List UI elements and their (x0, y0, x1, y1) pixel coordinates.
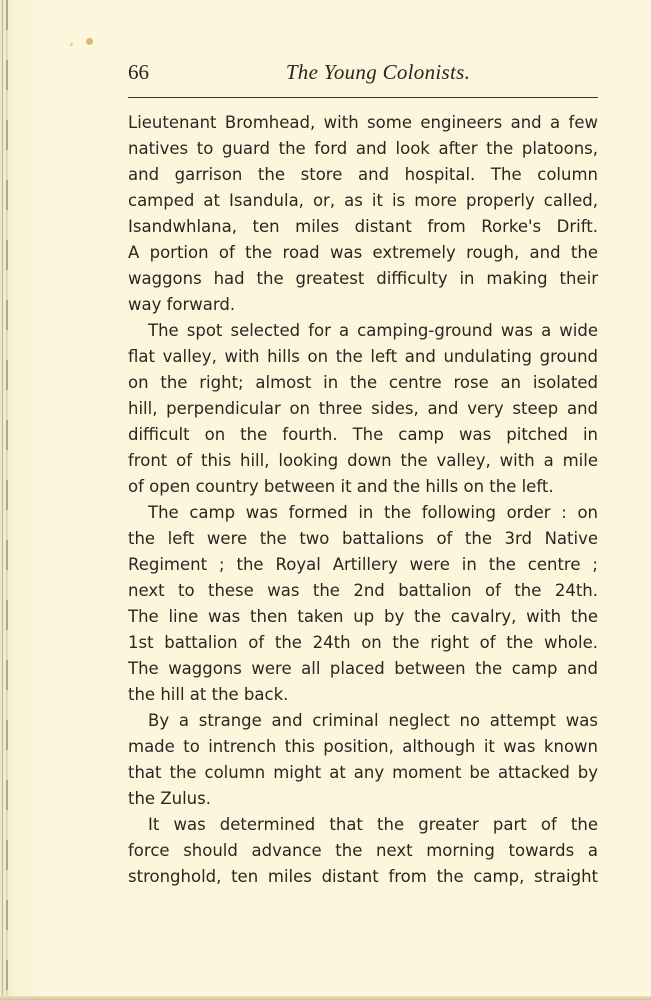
header-rule (128, 97, 598, 98)
text-line: The spot selected for a camping-ground was a wide (148, 321, 598, 340)
text-line: made to intrench this position, although it was known (128, 737, 598, 756)
text-line: the left were the two battalions of the 3rd Native (128, 529, 598, 548)
text-line: front of this hill, looking down the valley, with a mile (128, 451, 598, 470)
page-number: 66 (128, 60, 149, 84)
binding-shadow (2, 0, 3, 1000)
text-line: By a strange and criminal neglect no attempt was (148, 711, 598, 730)
text-line: stronghold, ten miles distant from the camp, straight (128, 867, 598, 886)
text-line: 1st battalion of the 24th on the right of the whole. (128, 633, 598, 652)
text-line: The line was then taken up by the cavalry, with the (128, 607, 598, 626)
text-line: and garrison the store and hospital. The column (128, 165, 598, 184)
text-line: difficult on the fourth. The camp was pitched in (128, 425, 598, 444)
text-line: the Zulus. (128, 789, 211, 808)
text-line: hill, perpendicular on three sides, and very steep and (128, 399, 598, 418)
page-bottom-edge (0, 996, 651, 1000)
text-line: camped at Isandula, or, as it is more properly called, (128, 191, 598, 210)
paragraph (128, 318, 598, 500)
text-line: way forward. (128, 295, 236, 314)
text-line: waggons had the greatest difficulty in making their (128, 269, 598, 288)
text-line: next to these was the 2nd battalion of the 24th. (128, 581, 598, 600)
binding-edge (6, 0, 8, 1000)
running-title: The Young Colonists. (285, 60, 471, 84)
text-line: A portion of the road was extremely rough, and the (128, 243, 598, 262)
paragraph (128, 708, 598, 812)
paragraph (128, 500, 598, 708)
text-line: on the right; almost in the centre rose an isolated (128, 373, 598, 392)
paragraph (128, 812, 598, 890)
text-line: that the column might at any moment be attacked by (128, 763, 598, 782)
paragraph (128, 110, 598, 318)
text-line: flat valley, with hills on the left and undulating ground (128, 347, 598, 366)
text-line: natives to guard the ford and look after the platoons, (128, 139, 598, 158)
text-line: Lieutenant Bromhead, with some engineers and a few (128, 113, 598, 132)
body-text (128, 110, 598, 890)
foxing-spot (86, 38, 93, 45)
text-line: The camp was formed in the following order : on (148, 503, 598, 522)
text-line: Regiment ; the Royal Artillery were in the centre ; (128, 555, 598, 574)
text-line: force should advance the next morning towards a (128, 841, 598, 860)
text-line: The waggons were all placed between the camp and (128, 659, 598, 678)
running-head (128, 58, 598, 88)
text-line: Isandwhlana, ten miles distant from Rorke's Drift. (128, 217, 598, 236)
text-line: of open country between it and the hills on the left. (128, 477, 554, 496)
text-line: the hill at the back. (128, 685, 289, 704)
text-line: It was determined that the greater part of the (148, 815, 598, 834)
foxing-spot (70, 43, 73, 46)
